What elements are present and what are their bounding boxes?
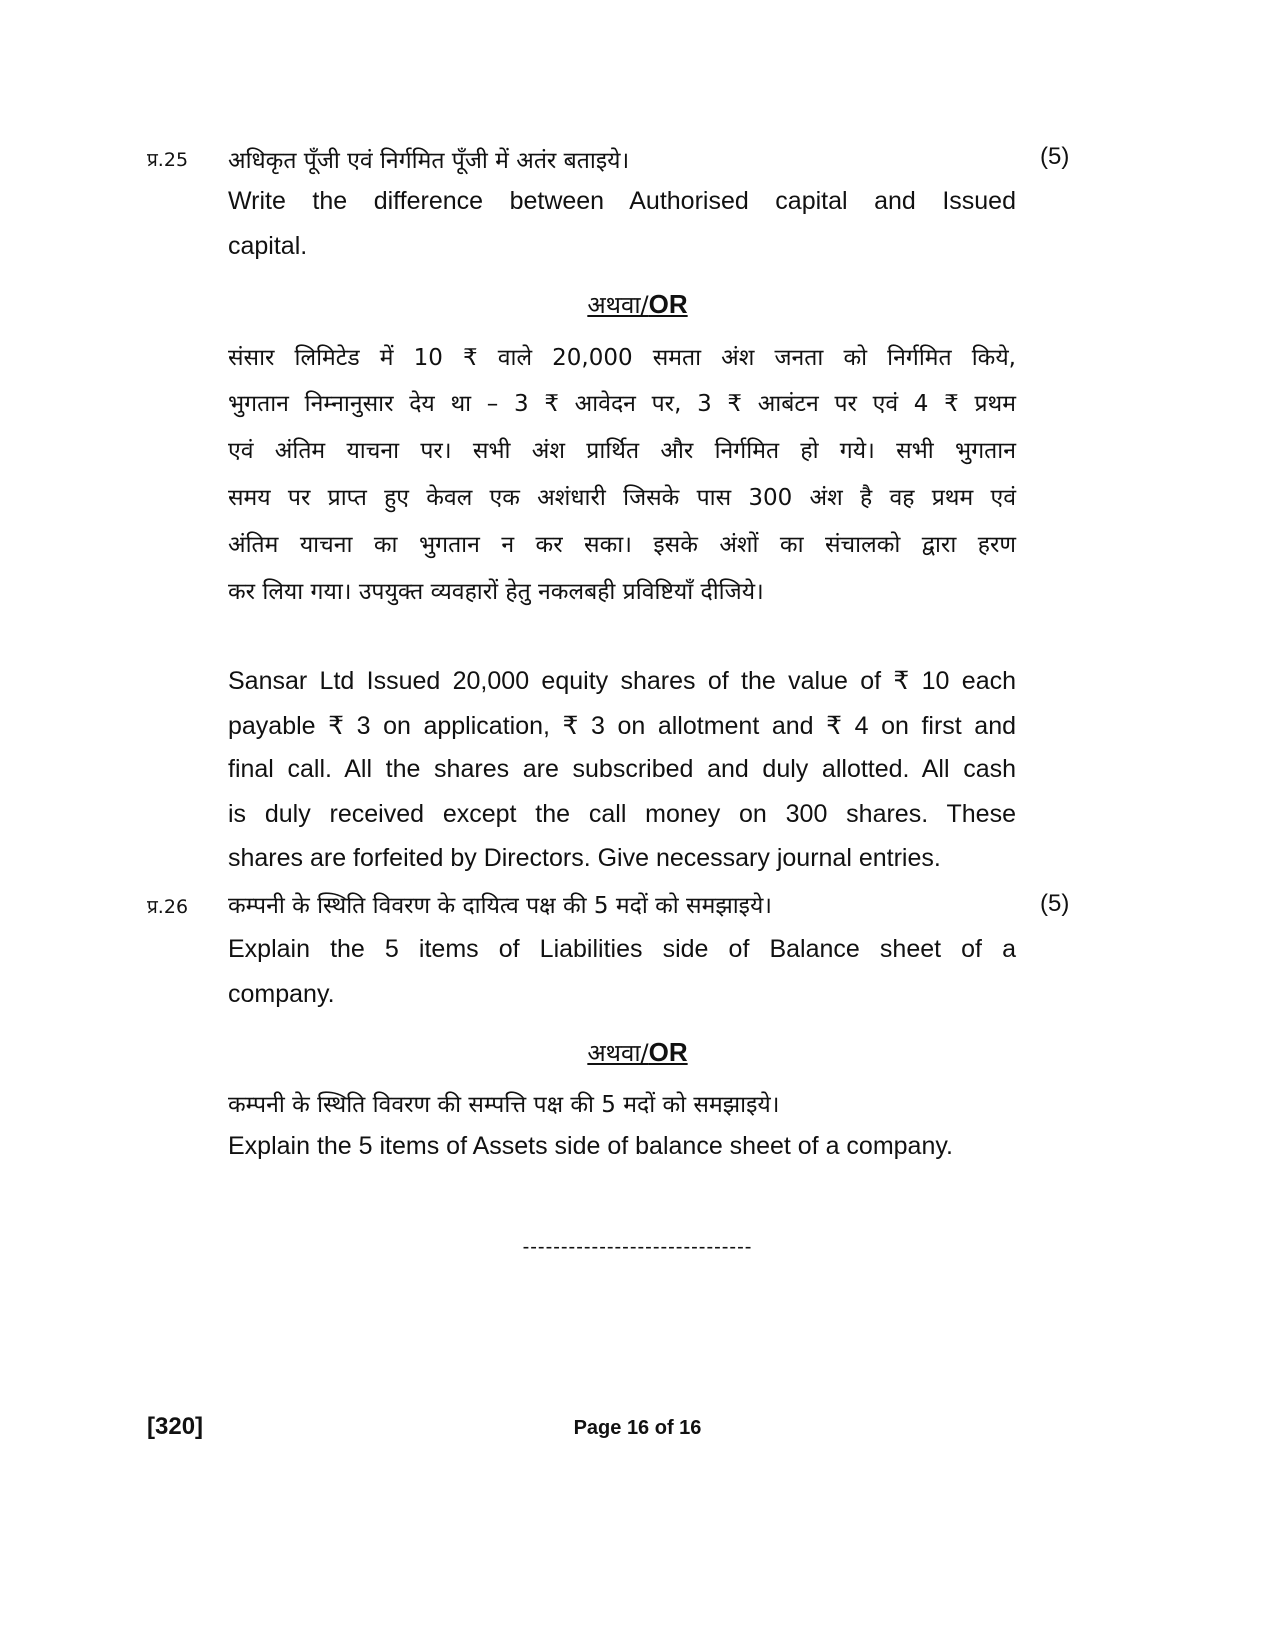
q26-marks: (5): [1040, 890, 1070, 917]
q25-hindi-text: अधिकृत पूँजी एवं निर्गमित पूँजी में अतंर बताइये।: [228, 148, 630, 174]
question-number-25: प्र.25: [147, 149, 189, 171]
q25-alt-hindi-line-3: एवं अंतिम याचना पर। सभी अंश प्रार्थित और निर्गमित हो गये। सभी भुगतान: [228, 438, 1016, 464]
end-separator: ------------------------------: [522, 1236, 753, 1258]
q25-alt-english-line-3: final call. All the shares are subscribed and duly allotted. All cash: [228, 755, 1016, 783]
paper-code: [320]: [147, 1413, 204, 1440]
q25-english-line-1: Write the difference between Authorised capital and Issued: [228, 187, 1016, 215]
q25-alt-english-line-2: payable ₹ 3 on application, ₹ 3 on allotment and ₹ 4 on first and: [228, 712, 1016, 740]
q26-alt-english: Explain the 5 items of Assets side of balance sheet of a company.: [228, 1132, 953, 1160]
q26-english-line-1: Explain the 5 items of Liabilities side of Balance sheet of a: [228, 935, 1016, 963]
q25-alt-english-line-4: is duly received except the call money on 300 shares. These: [228, 800, 1016, 828]
q25-alt-hindi-line-2: भुगतान निम्नानुसार देय था – 3 ₹ आवेदन पर, 3 ₹ आबंटन पर एवं 4 ₹ प्रथम: [228, 391, 1016, 417]
q26-hindi-text: कम्पनी के स्थिति विवरण के दायित्व पक्ष की 5 मदों को समझाइये।: [228, 893, 773, 919]
question-number-26: प्र.26: [147, 896, 189, 918]
q25-alt-hindi-line-5: अंतिम याचना का भुगतान न कर सका। इसके अंशों का संचालको द्वारा हरण: [228, 532, 1016, 558]
q26-or-english: OR: [648, 1037, 688, 1067]
q25-alt-hindi-line-6: कर लिया गया। उपयुक्त व्यवहारों हेतु नकलबही प्रविष्टियाँ दीजिये।: [228, 579, 764, 605]
q25-alt-hindi-line-1: संसार लिमिटेड में 10 ₹ वाले 20,000 समता अंश जनता को निर्गमित किये,: [228, 345, 1016, 371]
q25-alt-english-line-5: shares are forfeited by Directors. Give necessary journal entries.: [228, 844, 941, 872]
page-number: Page 16 of 16: [573, 1417, 702, 1439]
q25-alt-english-line-1: Sansar Ltd Issued 20,000 equity shares of the value of ₹ 10 each: [228, 667, 1016, 695]
q26-or-hindi: अथवा/: [587, 1039, 649, 1067]
q25-or-hindi: अथवा/: [587, 291, 649, 319]
q25-or-english: OR: [648, 289, 688, 319]
q25-alt-hindi-line-4: समय पर प्राप्त हुए केवल एक अशंधारी जिसके पास 300 अंश है वह प्रथम एवं: [228, 485, 1016, 511]
q25-english-line-2: capital.: [228, 232, 308, 260]
q26-english-line-2: company.: [228, 980, 335, 1008]
q25-marks: (5): [1040, 143, 1070, 170]
q25-or-heading: [0, 288, 1275, 321]
q26-alt-hindi: कम्पनी के स्थिति विवरण की सम्पत्ति पक्ष की 5 मदों को समझाइये।: [228, 1092, 780, 1118]
q26-or-heading: [0, 1036, 1275, 1069]
